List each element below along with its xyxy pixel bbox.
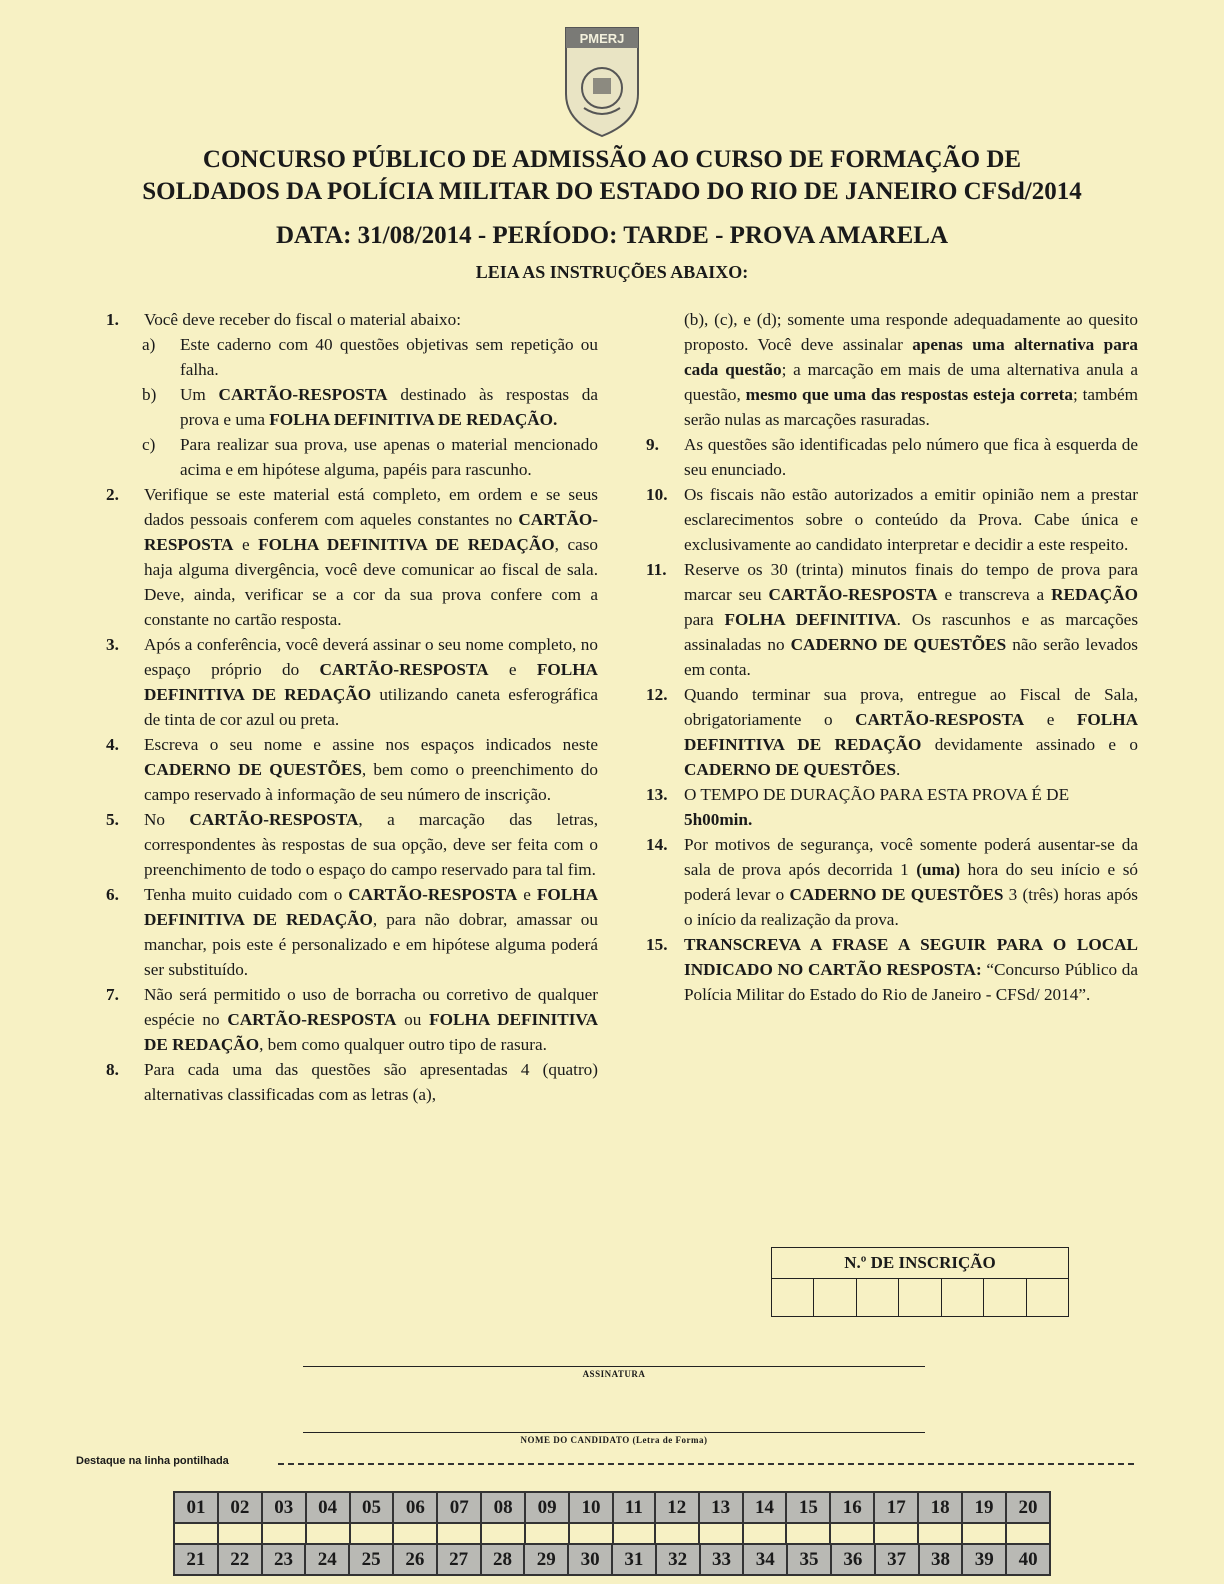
- question-number-cell: 10: [569, 1492, 613, 1523]
- registration-digit-cell[interactable]: [899, 1279, 941, 1316]
- instruction-1a: a) Este caderno com 40 questões objetivas sem repetição ou falha.: [142, 335, 598, 379]
- dotted-cut-line: [278, 1463, 1134, 1465]
- pmerj-emblem: [562, 24, 642, 138]
- question-number-cell: 40: [1006, 1544, 1050, 1575]
- instruction-12: 12. Quando terminar sua prova, entregue ao Fiscal de Sala, obrigatoriamente o CARTÃO-RESPOSTA e FOLHA DEFINITIVA DE REDAÇÃO devidamente assinado e o CADERNO DE QUESTÕES.: [646, 685, 1138, 779]
- question-number-cell: 07: [437, 1492, 481, 1523]
- question-number-cell: 27: [437, 1544, 481, 1575]
- question-number-cell: 19: [962, 1492, 1006, 1523]
- question-number-cell: 25: [349, 1544, 393, 1575]
- instruction-13: 13. O TEMPO DE DURAÇÃO PARA ESTA PROVA É DE 5h00min.: [646, 785, 1070, 829]
- question-number-cell: 31: [612, 1544, 656, 1575]
- instruction-6: 6. Tenha muito cuidado com o CARTÃO-RESPOSTA e FOLHA DEFINITIVA DE REDAÇÃO, para não dobrar, amassar ou manchar, pois este é personalizado e em hipótese alguma poderá ser substituído.: [106, 885, 598, 979]
- question-number-cell: 11: [613, 1492, 655, 1523]
- question-number-cell: 12: [655, 1492, 699, 1523]
- question-number-cell: 35: [787, 1544, 831, 1575]
- instruction-14: 14. Por motivos de segurança, você somente poderá ausentar-se da sala de prova após decorrida 1 (uma) hora do seu início e só poderá levar o CADERNO DE QUESTÕES 3 (três) horas após o início da realização da prova.: [646, 835, 1138, 929]
- registration-digit-cell[interactable]: [814, 1279, 856, 1316]
- instruction-11: 11. Reserve os 30 (trinta) minutos finais do tempo de prova para marcar seu CARTÃO-RESPOSTA e transcreva a REDAÇÃO para FOLHA DEFINITIVA. Os rascunhos e as marcações assinaladas no CADERNO DE QUESTÕES não serão levados em conta.: [646, 560, 1139, 679]
- signature-line[interactable]: [303, 1366, 925, 1367]
- registration-digit-cell[interactable]: [857, 1279, 899, 1316]
- signature-label: ASSINATURA: [582, 1369, 646, 1379]
- question-number-cell: 24: [305, 1544, 349, 1575]
- question-number-cell: 20: [1006, 1492, 1050, 1523]
- question-number-cell: 09: [525, 1492, 569, 1523]
- registration-number-box: [771, 1247, 1069, 1317]
- answer-grid-header-row: [174, 1544, 1050, 1575]
- question-number-cell: 33: [700, 1544, 744, 1575]
- question-number-cell: 16: [830, 1492, 874, 1523]
- question-number-cell: 37: [875, 1544, 919, 1575]
- title-line-2: SOLDADOS DA POLÍCIA MILITAR DO ESTADO DO RIO DE JANEIRO CFSd/2014: [142, 178, 1082, 205]
- answer-grid-21-40: [173, 1543, 1051, 1576]
- question-number-cell: 26: [393, 1544, 437, 1575]
- question-number-cell: 01: [174, 1492, 218, 1523]
- instructions-left-column: [106, 307, 598, 1107]
- question-number-cell: 23: [262, 1544, 306, 1575]
- instruction-1c: c) Para realizar sua prova, use apenas o material mencionado acima e em hipótese alguma, papéis para rascunho.: [142, 435, 598, 479]
- page-title: [50, 144, 1174, 208]
- question-number-cell: 15: [786, 1492, 830, 1523]
- question-number-cell: 08: [481, 1492, 525, 1523]
- question-number-cell: 03: [262, 1492, 306, 1523]
- title-line-1: CONCURSO PÚBLICO DE ADMISSÃO AO CURSO DE FORMAÇÃO DE: [202, 146, 1022, 173]
- question-number-cell: 21: [174, 1544, 218, 1575]
- question-number-cell: 28: [481, 1544, 525, 1575]
- instruction-1b: b) Um CARTÃO-RESPOSTA destinado às respostas da prova e uma FOLHA DEFINITIVA DE REDAÇÃO.: [142, 385, 599, 429]
- question-number-cell: 06: [393, 1492, 437, 1523]
- question-number-cell: 32: [656, 1544, 700, 1575]
- question-number-cell: 30: [568, 1544, 612, 1575]
- instruction-4: 4. Escreva o seu nome e assine nos espaços indicados neste CADERNO DE QUESTÕES, bem como o preenchimento do campo reservado à informação de seu número de inscrição.: [106, 735, 598, 804]
- answer-grid-header-row: [174, 1492, 1050, 1523]
- question-number-cell: 34: [743, 1544, 787, 1575]
- question-number-cell: 04: [306, 1492, 350, 1523]
- emblem-text: PMERJ: [579, 31, 625, 46]
- instruction-5: 5. No CARTÃO-RESPOSTA, a marcação das letras, correspondentes às respostas de sua opção, deve ser feita com o preenchimento de todo o espaço do campo reservado para tal fim.: [106, 810, 598, 879]
- instruction-10: 10. Os fiscais não estão autorizados a emitir opinião nem a prestar esclarecimentos sobre o conteúdo da Prova. Cabe única e exclusivamente ao candidato interpretar e decidir a este respeito.: [646, 485, 1138, 554]
- instruction-7: 7. Não será permitido o uso de borracha ou corretivo de qualquer espécie no CARTÃO-RESPOSTA ou FOLHA DEFINITIVA DE REDAÇÃO, bem como qualquer outro tipo de rasura.: [106, 985, 599, 1054]
- question-number-cell: 22: [218, 1544, 262, 1575]
- question-number-cell: 39: [962, 1544, 1006, 1575]
- registration-number-cells[interactable]: [772, 1279, 1068, 1316]
- instruction-15: 15. TRANSCREVA A FRASE A SEGUIR PARA O LOCAL INDICADO NO CARTÃO RESPOSTA: “Concurso Público da Polícia Militar do Estado do Rio de Janeiro - CFSd/ 2014”.: [646, 935, 1138, 1004]
- registration-digit-cell[interactable]: [942, 1279, 984, 1316]
- registration-number-label: N.º DE INSCRIÇÃO: [772, 1248, 1068, 1279]
- instruction-2: 2. Verifique se este material está completo, em ordem e se seus dados pessoais conferem com aqueles constantes no CARTÃO-RESPOSTA e FOLHA DEFINITIVA DE REDAÇÃO, caso haja alguma divergência, você deve comunicar ao fiscal de sala. Deve, ainda, verificar se a cor da sua prova confere com a constante no cartão resposta.: [106, 485, 598, 629]
- question-number-cell: 02: [218, 1492, 262, 1523]
- instruction-1: 1. Você deve receber do fiscal o material abaixo:: [106, 310, 462, 329]
- instruction-8: 8. Para cada uma das questões são apresentadas 4 (quatro) alternativas classificadas com as letras (a),: [106, 1060, 598, 1104]
- candidate-name-line[interactable]: [303, 1432, 925, 1433]
- question-number-cell: 17: [874, 1492, 918, 1523]
- question-number-cell: 18: [918, 1492, 962, 1523]
- question-number-cell: 38: [919, 1544, 963, 1575]
- instructions-heading: LEIA AS INSTRUÇÕES ABAIXO:: [475, 262, 749, 282]
- exam-date-subtitle: DATA: 31/08/2014 - PERÍODO: TARDE - PROVA AMARELA: [275, 222, 948, 249]
- question-number-cell: 14: [743, 1492, 787, 1523]
- registration-digit-cell[interactable]: [984, 1279, 1026, 1316]
- cut-line-label: Destaque na linha pontilhada: [76, 1455, 229, 1467]
- candidate-name-label: NOME DO CANDIDATO (Letra de Forma): [520, 1435, 708, 1445]
- instructions-right-column: [646, 307, 1138, 1007]
- question-number-cell: 05: [350, 1492, 394, 1523]
- instruction-9: 9. As questões são identificadas pelo número que fica à esquerda de seu enunciado.: [646, 435, 1138, 479]
- question-number-cell: 36: [831, 1544, 875, 1575]
- instruction-8-continued: (b), (c), e (d); somente uma responde adequadamente ao quesito proposto. Você deve assinalar apenas uma alternativa para cada questão; a marcação em mais de uma alternativa anula a questão, mesmo que uma das respostas esteja correta; também serão nulas as marcações rasuradas.: [684, 310, 1139, 429]
- question-number-cell: 29: [524, 1544, 568, 1575]
- registration-digit-cell[interactable]: [1027, 1279, 1068, 1316]
- question-number-cell: 13: [699, 1492, 743, 1523]
- registration-digit-cell[interactable]: [772, 1279, 814, 1316]
- instruction-3: 3. Após a conferência, você deverá assinar o seu nome completo, no espaço próprio do CARTÃO-RESPOSTA e FOLHA DEFINITIVA DE REDAÇÃO utilizando caneta esferográfica de tinta de cor azul ou preta.: [106, 635, 598, 729]
